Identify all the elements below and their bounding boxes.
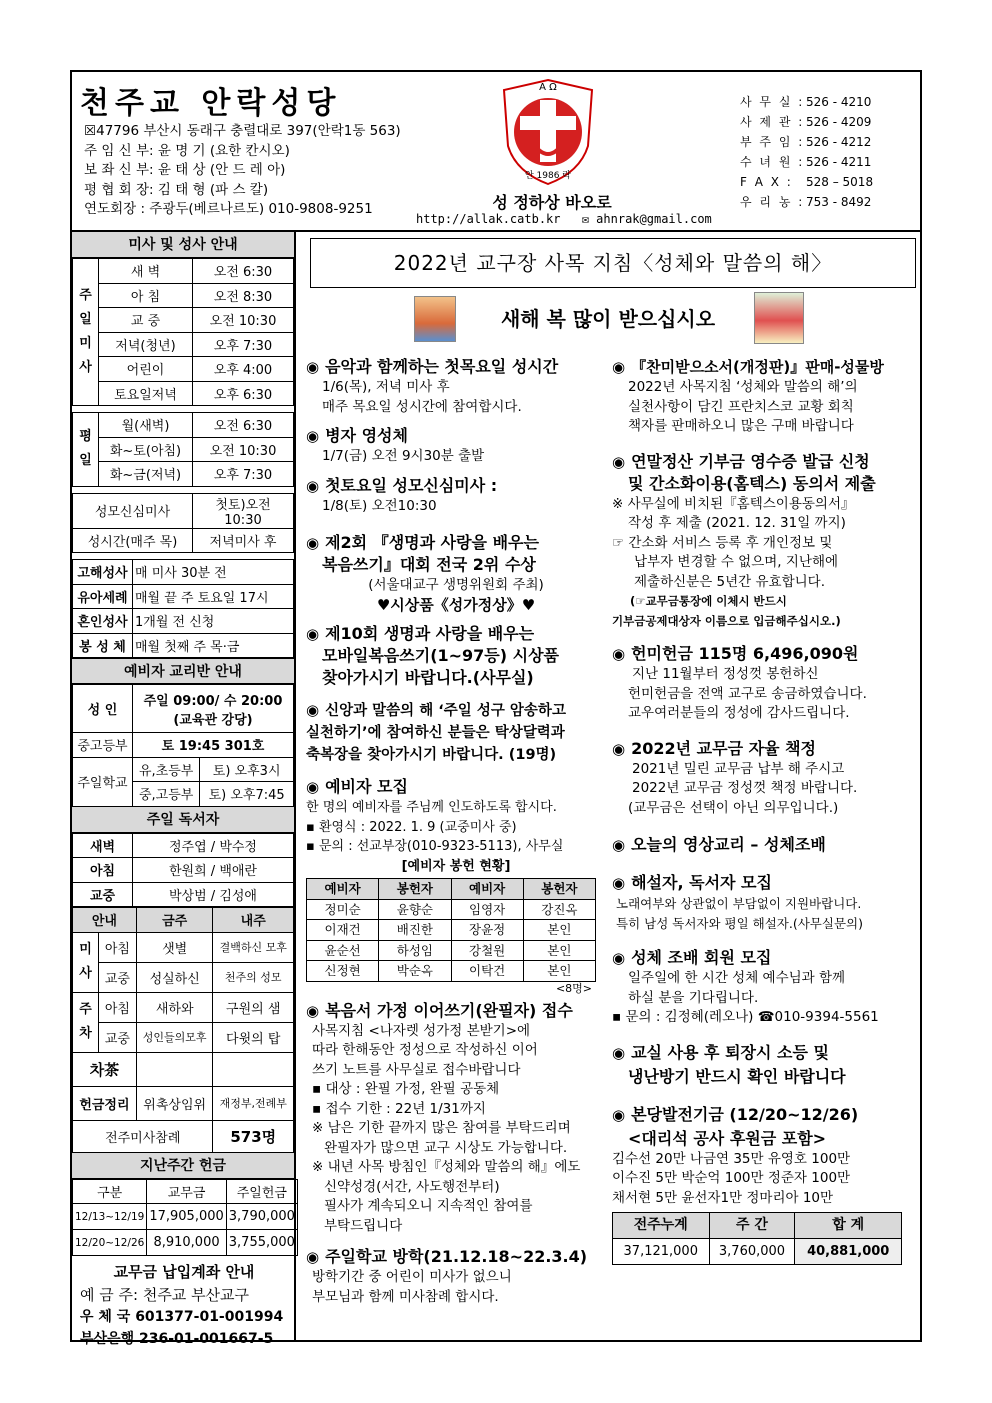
notice-column-right [612, 348, 918, 1265]
notice-text: 납부자 변경할 수 없으며, 지난해에 [634, 554, 839, 570]
bullet-icon: ◉ [612, 874, 626, 892]
sacrament-info: 매월 끝 주 토요일 17시 [133, 584, 294, 609]
reader-mass: 아침 [73, 858, 133, 883]
notice-heading-text: 복음서 가정 이어쓰기(완필자) 접수 [325, 1000, 573, 1020]
notice-heading-text: 첫토요일 성모신심미사 : [325, 475, 498, 495]
duty-this-week: 샛별 [136, 932, 213, 962]
mass-schedule-heading: 미사 및 성사 안내 [72, 232, 294, 258]
table-cell: 박순옥 [379, 961, 451, 982]
notice-heading [612, 738, 918, 760]
lastweek-table [72, 1179, 298, 1257]
notice-heading [612, 947, 918, 969]
table-cell: 신정현 [307, 961, 379, 982]
notice-heading-text: 성체 조배 회원 모집 [631, 948, 772, 967]
mass-name: 화~토(아침) [99, 437, 193, 462]
notice-text: 제출하신분은 5년간 유효합니다. [634, 573, 825, 590]
donor-line: 채서현 5만 윤선자1만 정마리아 10만 [612, 1189, 834, 1206]
table-cell: 하성임 [379, 940, 451, 961]
parish-logo [500, 76, 596, 188]
duty-col: 내주 [213, 908, 294, 933]
notice-text: 2022년 사목지침 ‘성체와 말씀의 해’의 [628, 379, 858, 395]
email-link[interactable]: ✉ ahnrak@gmail.com [581, 212, 712, 226]
bullet-icon: ◉ [306, 358, 320, 376]
notice-text: 노래여부와 상관없이 부담없이 지원바랍니다. [616, 896, 862, 911]
table-cell: 본인 [523, 920, 595, 941]
notice-heading-text: 예비자 모집 [325, 777, 408, 796]
notice-text: 한 명의 예비자를 주님께 인도하도록 합시다. [306, 800, 557, 815]
fund-summary-table [612, 1212, 902, 1265]
notice-text: ▪ 접수 기한 : 22년 1/31까지 [312, 1100, 486, 1117]
reader-names: 정주엽 / 박수정 [133, 833, 294, 858]
school-time: 토) 오후3시 [200, 757, 294, 782]
prayer-chair-line: 연도회장 : 주광두(베르나르도) 010-9808-9251 [84, 201, 373, 217]
notice-text: 완필자가 많으면 교구 시상도 가능합니다. [324, 1139, 568, 1156]
phone-row [740, 152, 873, 172]
notice-heading [612, 643, 918, 665]
notice-heading-text: 병자 영성체 [325, 426, 408, 445]
fund-cumulative: 37,121,000 [613, 1239, 710, 1265]
weekday-mass-table [72, 412, 294, 487]
mass-time: 오후 6:30 [193, 381, 294, 406]
table-cell: 강철원 [451, 940, 523, 961]
church-name: 천주교 안락성당 [80, 86, 342, 121]
duty-table [72, 907, 294, 1153]
table-cell: 강진옥 [523, 899, 595, 920]
notice-text: 교우여러분들의 정성에 감사드립니다. [628, 705, 850, 721]
special-name: 성모신심미사 [73, 493, 193, 528]
table-header: 봉헌자 [523, 879, 595, 900]
notice-heading-text: 오늘의 영상교리 – 성체조배 [631, 835, 826, 854]
notice-text: 부탁드립니다 [324, 1217, 403, 1234]
phone-label: 사 제 관 : [740, 115, 805, 129]
notice-heading-text: 해설자, 독서자 모집 [631, 873, 772, 892]
phone-number: 528 – 5018 [806, 175, 874, 189]
notice-text: 지난 11월부터 정성껏 봉헌하신 [632, 666, 819, 682]
duty-this-week: 새하와 [136, 992, 213, 1022]
left-sidebar [72, 232, 296, 1347]
school-group: 유,초등부 [133, 757, 200, 782]
duty-this-week: 성실하신 [136, 962, 213, 992]
account-holder: 예 금 주: 천주교 부산교구 [80, 1286, 250, 1304]
lastweek-tithe: 17,905,000 [147, 1204, 226, 1230]
notice-text: (☞교무금통장에 이체시 반드시 [630, 594, 787, 608]
notice-text: 1/6(목), 저녁 미사 후 [322, 379, 450, 395]
sacrament-name: 혼인성사 [73, 609, 133, 634]
account-heading: 교무금 납입계좌 안내 [113, 1263, 255, 1281]
bullet-icon: ◉ [306, 1001, 320, 1020]
mass-name: 화~금(저녁) [99, 462, 193, 487]
bullet-icon: ◉ [306, 1248, 320, 1266]
duty-next-week: 결백하신 모후 [213, 932, 294, 962]
notice-heading [306, 425, 606, 447]
sacrament-name: 고해성사 [73, 560, 133, 585]
lastweek-col: 교무금 [147, 1179, 226, 1204]
catechumen-middle-time: 토 19:45 301호 [133, 733, 294, 758]
notice-text: ▪ 환영식 : 2022. 1. 9 (교중미사 중) [306, 819, 517, 835]
account-block [72, 1256, 294, 1350]
sacrament-name: 봉 성 체 [73, 633, 133, 658]
lastweek-period: 12/13~12/19 [73, 1204, 147, 1230]
school-group: 중,고등부 [133, 782, 200, 807]
notice-heading-text: 제2회 『생명과 사랑을 배우는 [325, 533, 539, 552]
notice-heading-text: 제10회 생명과 사랑을 배우는 [325, 624, 535, 643]
sacrament-info: 매 미사 30분 전 [133, 560, 294, 585]
notice-text: 헌미헌금을 전액 교구로 송금하였습니다. [628, 685, 867, 702]
bullet-icon: ◉ [306, 778, 320, 796]
notice-heading [612, 356, 918, 378]
bullet-icon: ◉ [306, 534, 320, 552]
phone-row [740, 172, 873, 192]
table-cell: 정미순 [307, 899, 379, 920]
notice-heading [612, 834, 918, 856]
sunday-school-label: 주일학교 [73, 757, 133, 806]
bullet-icon: ◉ [612, 1043, 626, 1062]
phone-row [740, 192, 873, 212]
notice-text: ▪ 문의 : 김정혜(레오나) ☎010-9394-5561 [612, 1009, 879, 1025]
account-bank: 부산은행 236-01-001667-5 [80, 1331, 274, 1347]
tea-next-week [213, 1052, 294, 1086]
catechumen-offering-table [306, 878, 596, 982]
phone-label: F A X : [740, 175, 793, 189]
notice-text: 일주일에 한 시간 성체 예수님과 함께 [628, 970, 846, 986]
phone-number: 526 - 4209 [806, 115, 872, 129]
notice-heading-text: 2022년 교무금 자율 책정 [631, 738, 816, 758]
phone-row [740, 112, 873, 132]
duty-col: 안내 [73, 908, 137, 933]
reader-mass: 새벽 [73, 833, 133, 858]
offering-next-week: 재정부,전례부 [213, 1086, 294, 1120]
duty-slot: 아침 [99, 992, 137, 1022]
patron-saint: 성 정하상 바오로 [492, 193, 612, 212]
notice-heading [612, 1104, 918, 1126]
tea-this-week [136, 1052, 213, 1086]
duty-next-week: 구원의 샘 [213, 992, 294, 1022]
catechumen-adult-time: 주일 09:00/ 수 20:00 (교육관 강당) [133, 685, 294, 733]
lastweek-sunday: 3,790,000 [226, 1204, 297, 1230]
phone-number: 526 - 4212 [806, 135, 872, 149]
offering-label: 헌금정리 [73, 1086, 137, 1120]
duty-next-week: 천주의 성모 [213, 962, 294, 992]
table-cell: 윤향순 [379, 899, 451, 920]
bullet-icon: ◉ [306, 701, 320, 719]
special-time: 첫토)오전 10:30 [193, 493, 294, 528]
notice-heading-cont: 모바일복음쓰기(1~97등) 시상품 [322, 646, 560, 665]
duty-mass-label [73, 932, 99, 992]
catechumen-table [72, 684, 294, 807]
bullet-icon: ◉ [306, 625, 320, 643]
catechumen-middle-label: 중고등부 [73, 733, 133, 758]
reader-table [72, 833, 294, 908]
notice-text: 기부금공제대상자 이름으로 입금해주십시오.) [612, 613, 841, 628]
notice-heading-text: 교실 사용 후 퇴장시 소등 및 [631, 1042, 829, 1062]
bulletin-frame [70, 70, 922, 1347]
notice-text: 작성 후 제출 (2021. 12. 31일 까지) [628, 515, 846, 531]
bullet-icon: ◉ [612, 358, 626, 376]
notice-heading [612, 1042, 918, 1064]
notice-heading [306, 356, 606, 378]
attendance-label: 전주미사참례 [73, 1120, 213, 1152]
notice-heading-text: 신앙과 말씀의 해 ‘주일 성구 암송하고 [325, 703, 566, 719]
bullet-icon: ◉ [612, 836, 626, 854]
duty-slot: 교중 [99, 962, 137, 992]
reader-names: 한원희 / 백애란 [133, 858, 294, 883]
address-line: ☒47796 부산시 동래구 충렬대로 397(안락1동 563) [84, 123, 401, 139]
logo-alpha-omega: A Ω [539, 82, 557, 93]
notice-text: 특히 남성 독서자와 평일 해설자.(사무실문의) [616, 915, 863, 931]
main-content [298, 232, 920, 1342]
notice-text: ※ 사무실에 비치된『홈텍스이용동의서』 [612, 495, 855, 512]
duty-col: 금주 [136, 908, 213, 933]
notice-text: ※ 남은 기한 끝까지 많은 참여를 부탁드리며 [312, 1120, 571, 1136]
duty-parking-label [73, 992, 99, 1052]
sunday-mass-table [72, 258, 294, 406]
phone-label: 우 리 농 : [740, 195, 805, 209]
address-block [84, 122, 401, 220]
donor-line: 김수선 20만 나금연 35만 유영호 100만 [612, 1150, 851, 1167]
attendance-count: 573명 [213, 1120, 294, 1152]
weekday-mass-label [73, 413, 99, 487]
notice-text: 부모님과 함께 미사참례 합시다. [312, 1288, 499, 1305]
notice-heading-cont: 복음쓰기』대회 전국 2위 수상 [322, 555, 536, 574]
catechumen-offering-title: [예비자 봉헌 현황] [401, 858, 511, 874]
bullet-icon: ◉ [306, 476, 320, 495]
sunday-mass-label [73, 259, 99, 406]
account-post: 우 체 국 601377-01-001994 [80, 1309, 284, 1325]
phone-label: 사 무 실 : [740, 95, 805, 109]
notice-text: 2022년 교무금 정성껏 책정 바랍니다. [632, 780, 858, 796]
lastweek-tithe: 8,910,000 [147, 1230, 226, 1256]
sacrament-name: 유아세례 [73, 584, 133, 609]
notice-heading-text: 『찬미받으소서(개정판)』판매-성물방 [631, 358, 884, 376]
mass-time: 오전 8:30 [193, 283, 294, 308]
phone-number: 753 - 8492 [806, 195, 872, 209]
phone-label: 부 주 임 : [740, 135, 805, 149]
header [72, 72, 920, 232]
council-president-line: 평 협 회 장: 김 태 형 (파 스 칼) [84, 181, 269, 198]
reader-mass: 교중 [73, 882, 133, 907]
mass-name: 아 침 [99, 283, 193, 308]
special-time: 저녁미사 후 [193, 528, 294, 553]
table-header: 전주누계 [613, 1213, 710, 1239]
notice-text: 2021년 밀린 교무금 납부 해 주시고 [632, 760, 845, 777]
weekday-mass-label-text: 평일 [79, 429, 92, 469]
notice-text: 1/7(금) 오전 9시30분 출발 [322, 448, 485, 464]
notice-heading-text: 헌미헌금 115명 6,496,090원 [631, 644, 859, 663]
mass-name: 새 벽 [99, 259, 193, 284]
bullet-icon: ◉ [612, 452, 626, 471]
notice-text: 책자를 판매하오니 많은 구매 바랍니다 [628, 418, 854, 434]
mass-time: 오전 10:30 [193, 437, 294, 462]
notice-heading-cont: 냉난방기 반드시 확인 바랍니다 [628, 1066, 846, 1086]
table-cell: 본인 [523, 940, 595, 961]
bullet-icon: ◉ [612, 1105, 626, 1124]
donor-line: 이수진 5만 박순억 100만 정준자 100만 [612, 1170, 851, 1186]
duty-parking-label-text: 주차 [79, 1002, 92, 1041]
notice-text: ▪ 문의 : 선교부장(010-9323-5113), 사무실 [306, 839, 564, 854]
mass-name: 월(새벽) [99, 413, 193, 438]
hanbok-illustration [754, 292, 804, 344]
mass-time: 오후 4:00 [193, 357, 294, 382]
mass-name: 어린이 [99, 357, 193, 382]
table-cell: 장윤정 [451, 920, 523, 941]
duty-slot: 교중 [99, 1022, 137, 1052]
table-cell: 배진한 [379, 920, 451, 941]
notice-heading [306, 776, 606, 798]
mass-time: 오전 6:30 [193, 259, 294, 284]
special-mass-table [72, 493, 294, 554]
notice-text: 신약성경(서간, 사도행전부터) [324, 1178, 500, 1195]
notice-heading-cont: 실천하기’에 참여하신 분들은 탁상달력과 [306, 725, 565, 741]
assistant-priest-line: 보 좌 신 부: 윤 태 상 (안 드 레 아) [84, 162, 286, 178]
catechumen-adult-label: 성 인 [73, 685, 133, 733]
mass-name: 교 중 [99, 308, 193, 333]
notice-column-left [306, 348, 606, 1307]
lastweek-heading: 지난주간 헌금 [72, 1153, 294, 1179]
table-header: 합 계 [795, 1213, 902, 1239]
table-cell: 윤순선 [307, 940, 379, 961]
mass-time: 오전 10:30 [193, 308, 294, 333]
table-cell: 이재건 [307, 920, 379, 941]
notice-text: (서울대교구 생명위원회 주최) [368, 577, 544, 593]
phone-number: 526 - 4211 [806, 155, 872, 169]
website-link[interactable]: http://allak.catb.kr [416, 212, 561, 226]
contact-links [416, 212, 726, 226]
mass-time: 오후 7:30 [193, 332, 294, 357]
notice-heading-cont: 찾아가시기 바랍니다.(사무실) [322, 668, 534, 687]
table-cell: 임영자 [451, 899, 523, 920]
duty-next-week: 다윗의 탑 [213, 1022, 294, 1052]
notice-text: 방학기간 중 어린이 미사가 없으니 [312, 1269, 512, 1285]
mass-time: 오후 7:30 [193, 462, 294, 487]
sacrament-table [72, 559, 294, 658]
pastoral-theme-title: 2022년 교구장 사목 지침〈성체와 말씀의 해〉 [310, 238, 916, 288]
table-header: 예비자 [307, 879, 379, 900]
fund-weekly: 3,760,000 [709, 1239, 795, 1265]
notice-text: 실천사항이 담긴 프란치스코 교황 회칙 [628, 398, 854, 415]
logo-caption: 안 1986 락 [524, 171, 572, 181]
notice-text: 따라 한해동안 정성으로 작성하신 이어 [312, 1042, 538, 1058]
duty-mass-label-text: 미사 [79, 942, 92, 981]
phone-number: 526 - 4210 [806, 95, 872, 109]
notice-text: (교무금은 선택이 아닌 의무입니다.) [628, 799, 839, 816]
phone-row [740, 132, 873, 152]
special-name: 성시간(매주 목) [73, 528, 193, 553]
catechumen-count: <8명> [555, 981, 592, 995]
notice-heading [306, 1000, 606, 1022]
bullet-icon: ◉ [612, 949, 626, 967]
lastweek-col: 주일헌금 [226, 1179, 297, 1204]
notice-heading-text: 연말정산 기부금 영수증 발급 신청 [631, 451, 870, 471]
notice-text: 필사가 계속되오니 지속적인 참여를 [324, 1198, 533, 1214]
notice-text: 하실 분을 기다립니다. [628, 989, 759, 1006]
new-year-greeting: 새해 복 많이 받으십시오 [500, 307, 716, 331]
catechumen-heading: 예비자 교리반 안내 [72, 658, 294, 684]
table-header: 예비자 [451, 879, 523, 900]
phone-row [740, 92, 873, 112]
sunday-mass-label-text: 주일미사 [79, 288, 92, 375]
table-cell: 본인 [523, 961, 595, 982]
duty-slot: 아침 [99, 932, 137, 962]
notice-heading-text: 주일학교 방학(21.12.18~22.3.4) [325, 1247, 588, 1266]
notice-text: 쓰기 노트를 사무실로 접수바랍니다 [312, 1061, 521, 1078]
school-time: 토) 오후7:45 [200, 782, 294, 807]
notice-text: ☞ 간소화 서비스 등록 후 개인정보 및 [612, 534, 833, 551]
notice-text: ▪ 대상 : 완필 가정, 완필 공동체 [312, 1081, 500, 1097]
lastweek-sunday: 3,755,000 [226, 1230, 297, 1256]
notice-heading-text: 본당발전기금 (12/20~12/26) [631, 1104, 859, 1124]
mass-name: 토요일저녁 [99, 381, 193, 406]
notice-text: 1/8(토) 오전10:30 [322, 497, 437, 514]
notice-heading [612, 451, 918, 473]
mass-time: 오전 6:30 [193, 413, 294, 438]
notice-heading [306, 699, 606, 722]
notice-text: ♥시상품《성가정상》♥ [376, 595, 536, 614]
notice-text: ※ 내년 사목 방침인『성체와 말씀의 해』에도 [312, 1159, 581, 1175]
notice-heading-cont: 축복장을 찾아가시기 바랍니다. (19명) [306, 747, 557, 763]
bullet-icon: ◉ [612, 645, 626, 663]
bullet-icon: ◉ [612, 739, 626, 758]
notice-text: 사목지침 <나자렛 성가정 본받기>에 [312, 1022, 531, 1039]
notice-heading-text: 음악과 함께하는 첫목요일 성시간 [325, 357, 559, 376]
notice-heading [306, 1246, 606, 1268]
duty-this-week: 성인들의모후 [136, 1022, 213, 1052]
notice-heading [306, 475, 606, 497]
tea-label: 차茶 [73, 1052, 137, 1086]
mass-name: 저녁(청년) [99, 332, 193, 357]
fund-total: 40,881,000 [795, 1239, 902, 1265]
table-cell: 이탁건 [451, 961, 523, 982]
table-header: 봉헌자 [379, 879, 451, 900]
sacrament-info: 1개월 전 신청 [133, 609, 294, 634]
notice-heading [306, 532, 606, 554]
reader-names: 박상범 / 김성애 [133, 882, 294, 907]
phone-label: 수 녀 원 : [740, 155, 805, 169]
pastor-line: 주 임 신 부: 윤 명 기 (요한 칸시오) [84, 142, 290, 159]
offering-this-week: 위촉상임위 [136, 1086, 213, 1120]
lastweek-period: 12/20~12/26 [73, 1230, 147, 1256]
notice-heading-cont: <대리석 공사 후원금 포함> [628, 1128, 827, 1148]
table-header: 주 간 [709, 1213, 795, 1239]
notice-text: 매주 목요일 성시간에 참여합시다. [322, 398, 522, 415]
reader-heading: 주일 독서자 [72, 807, 294, 833]
phone-list [740, 92, 873, 212]
notice-heading-cont: 및 간소화이용(홈텍스) 동의서 제출 [628, 473, 876, 493]
lastweek-col: 구분 [73, 1179, 147, 1204]
bullet-icon: ◉ [306, 427, 320, 445]
notice-heading [612, 872, 918, 894]
sacrament-info: 매월 첫째 주 목·금 [133, 633, 294, 658]
notice-heading [306, 623, 606, 645]
